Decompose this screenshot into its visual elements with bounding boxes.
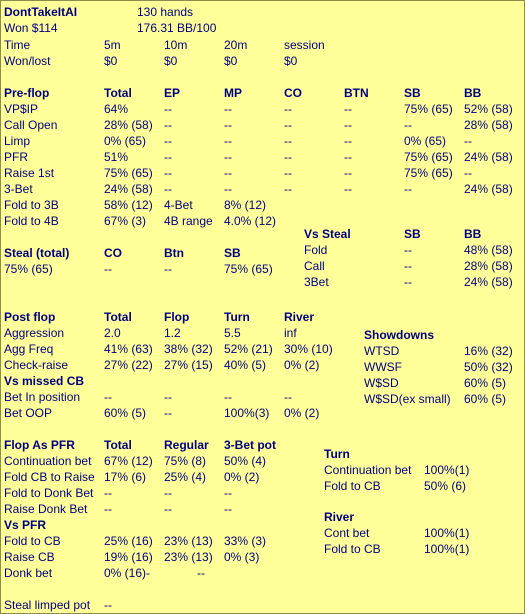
vs-pfr-row-label: Raise CB: [4, 550, 55, 564]
steal-limped-pot-label: Steal limped pot: [4, 598, 91, 612]
turn-row-value: 100%(1): [424, 463, 470, 477]
steal-total-title: Steal (total): [4, 246, 70, 260]
flop-pfr-cell: --: [104, 486, 112, 500]
period-header: 5m: [104, 38, 121, 52]
flop-pfr-cell: 67% (12): [104, 454, 153, 468]
preflop-cell: --: [164, 166, 172, 180]
period-value: $0: [224, 54, 238, 68]
missed-cb-cell: 100%(3): [224, 406, 270, 420]
preflop-col-header: BB: [464, 86, 482, 100]
won-lost-label: Won/lost: [4, 54, 51, 68]
preflop-col-header: MP: [224, 86, 242, 100]
period-value: $0: [284, 54, 298, 68]
postflop-cell: 52% (21): [224, 342, 273, 356]
postflop-col-header: Turn: [224, 310, 250, 324]
vs-steal-row-label: Fold: [304, 243, 328, 257]
vs-missed-cb-title: Vs missed CB: [4, 374, 85, 388]
preflop-cell: 4B range: [164, 214, 213, 228]
preflop-cell: 0% (65): [104, 134, 147, 148]
preflop-cell: --: [284, 166, 292, 180]
postflop-col-header: Total: [104, 310, 132, 324]
preflop-cell: --: [224, 150, 232, 164]
flop-pfr-title: Flop As PFR: [4, 438, 75, 452]
preflop-row-label: Call Open: [4, 118, 58, 132]
preflop-cell: 64%: [104, 102, 129, 116]
preflop-cell: --: [164, 102, 172, 116]
preflop-cell: --: [284, 102, 292, 116]
vs-steal-cell: --: [404, 243, 412, 257]
preflop-cell: --: [344, 102, 352, 116]
postflop-row-label: Check-raise: [4, 358, 69, 372]
steal-cell: --: [164, 262, 172, 276]
preflop-cell: 0% (65): [404, 134, 447, 148]
steal-col-header: SB: [224, 246, 241, 260]
vs-steal-cell: 28% (58): [464, 259, 513, 273]
flop-pfr-cell: --: [164, 502, 172, 516]
preflop-cell: --: [224, 166, 232, 180]
preflop-row-label: Fold to 3B: [4, 198, 59, 212]
showdown-label: WTSD: [364, 344, 400, 358]
preflop-cell: 24% (58): [464, 150, 513, 164]
flop-pfr-row-label: Fold to Donk Bet: [4, 486, 94, 500]
showdown-label: W$SD: [364, 376, 399, 390]
steal-cell: 75% (65): [224, 262, 273, 276]
preflop-col-header: SB: [404, 86, 421, 100]
period-value: $0: [104, 54, 118, 68]
postflop-cell: 38% (32): [164, 342, 213, 356]
preflop-row-label: Fold to 4B: [4, 214, 59, 228]
won-amount: Won $114: [4, 21, 58, 35]
player-name: DontTakeItAI: [4, 5, 78, 19]
preflop-title: Pre-flop: [4, 86, 50, 100]
vs-pfr-title: Vs PFR: [4, 518, 47, 532]
postflop-col-header: River: [284, 310, 315, 324]
period-value: $0: [164, 54, 178, 68]
preflop-row-label: 3-Bet: [4, 182, 33, 196]
flop-pfr-row-label: Fold CB to Raise: [4, 470, 95, 484]
vs-pfr-cell: 23% (13): [164, 550, 213, 564]
turn-row-label: Fold to CB: [324, 479, 381, 493]
vs-steal-cell: 48% (58): [464, 243, 513, 257]
missed-cb-cell: 60% (5): [104, 406, 147, 420]
preflop-cell: --: [224, 118, 232, 132]
showdown-value: 50% (32): [464, 360, 513, 374]
steal-col-header: Btn: [164, 246, 184, 260]
preflop-col-header: Total: [104, 86, 132, 100]
vs-steal-cell: --: [404, 259, 412, 273]
vs-pfr-cell: 19% (16): [104, 550, 153, 564]
period-header: session: [284, 38, 325, 52]
preflop-cell: --: [344, 182, 352, 196]
preflop-cell: --: [404, 182, 412, 196]
missed-cb-row-label: Bet OOP: [4, 406, 53, 420]
preflop-cell: --: [284, 150, 292, 164]
preflop-cell: --: [464, 166, 472, 180]
preflop-cell: 28% (58): [104, 118, 153, 132]
preflop-col-header: BTN: [344, 86, 369, 100]
missed-cb-row-label: Bet In position: [4, 390, 81, 404]
preflop-cell: 75% (65): [404, 102, 453, 116]
steal-cell: --: [104, 262, 112, 276]
vs-steal-col-header: SB: [404, 227, 421, 241]
preflop-cell: 51%: [104, 150, 129, 164]
postflop-cell: 30% (10): [284, 342, 333, 356]
preflop-cell: --: [284, 118, 292, 132]
missed-cb-cell: --: [224, 390, 232, 404]
bb-per-100: 176.31 BB/100: [137, 21, 217, 35]
flop-pfr-col-header: 3-Bet pot: [224, 438, 276, 452]
preflop-cell: 58% (12): [104, 198, 153, 212]
postflop-cell: 2.0: [104, 326, 121, 340]
river-row-value: 100%(1): [424, 542, 470, 556]
preflop-cell: --: [464, 134, 472, 148]
preflop-cell: --: [284, 182, 292, 196]
preflop-cell: --: [344, 150, 352, 164]
vs-pfr-row-label: Fold to CB: [4, 534, 61, 548]
flop-pfr-col-header: Regular: [164, 438, 209, 452]
postflop-cell: 27% (15): [164, 358, 213, 372]
showdown-value: 60% (5): [464, 376, 507, 390]
flop-pfr-cell: --: [224, 502, 232, 516]
postflop-cell: 27% (22): [104, 358, 153, 372]
flop-pfr-cell: --: [224, 486, 232, 500]
preflop-cell: 52% (58): [464, 102, 513, 116]
postflop-row-label: Agg Freq: [4, 342, 54, 356]
preflop-col-header: CO: [284, 86, 302, 100]
preflop-cell: 24% (58): [104, 182, 153, 196]
flop-pfr-col-header: Total: [104, 438, 132, 452]
preflop-cell: --: [224, 134, 232, 148]
preflop-cell: --: [164, 150, 172, 164]
time-label: Time: [4, 38, 31, 52]
steal-col-header: CO: [104, 246, 122, 260]
preflop-cell: 28% (58): [464, 118, 513, 132]
postflop-title: Post flop: [4, 310, 56, 324]
preflop-cell: 4.0% (12): [224, 214, 277, 228]
vs-steal-title: Vs Steal: [304, 227, 351, 241]
vs-pfr-row-label: Donk bet: [4, 566, 53, 580]
river-row-label: Fold to CB: [324, 542, 381, 556]
flop-pfr-cell: --: [104, 502, 112, 516]
preflop-row-label: Raise 1st: [4, 166, 55, 180]
steal-limped-pot-value: --: [104, 598, 112, 612]
vs-steal-row-label: Call: [304, 259, 325, 273]
preflop-cell: --: [344, 118, 352, 132]
showdown-label: W$SD(ex small): [364, 392, 451, 406]
preflop-cell: --: [224, 102, 232, 116]
postflop-col-header: Flop: [164, 310, 190, 324]
vs-pfr-cell: 0% (16)-: [104, 566, 151, 580]
vs-steal-row-label: 3Bet: [304, 275, 329, 289]
vs-steal-col-header: BB: [464, 227, 482, 241]
missed-cb-cell: 0% (2): [284, 406, 320, 420]
missed-cb-cell: --: [164, 406, 172, 420]
preflop-cell: 75% (65): [404, 150, 453, 164]
preflop-cell: --: [344, 134, 352, 148]
missed-cb-cell: --: [284, 390, 292, 404]
preflop-cell: --: [164, 118, 172, 132]
preflop-cell: --: [404, 118, 412, 132]
missed-cb-cell: --: [164, 390, 172, 404]
postflop-cell: 0% (2): [284, 358, 320, 372]
flop-pfr-cell: 17% (6): [104, 470, 147, 484]
preflop-row-label: VP$IP: [4, 102, 39, 116]
preflop-row-label: Limp: [4, 134, 31, 148]
period-header: 10m: [164, 38, 188, 52]
vs-steal-cell: 24% (58): [464, 275, 513, 289]
flop-pfr-row-label: Continuation bet: [4, 454, 92, 468]
preflop-cell: 24% (58): [464, 182, 513, 196]
preflop-cell: 67% (3): [104, 214, 147, 228]
postflop-cell: 40% (5): [224, 358, 267, 372]
turn-row-value: 50% (6): [424, 479, 467, 493]
preflop-cell: 75% (65): [404, 166, 453, 180]
flop-pfr-cell: 75% (8): [164, 454, 207, 468]
vs-pfr-cell: 33% (3): [224, 534, 267, 548]
vs-pfr-cell: 0% (3): [224, 550, 260, 564]
vs-pfr-cell: 23% (13): [164, 534, 213, 548]
vs-pfr-cell: --: [197, 566, 205, 580]
preflop-cell: 4-Bet: [164, 198, 193, 212]
flop-pfr-cell: --: [164, 486, 172, 500]
steal-total-value: 75% (65): [4, 262, 53, 276]
turn-title: Turn: [324, 447, 350, 461]
postflop-cell: inf: [284, 326, 297, 340]
turn-row-label: Continuation bet: [324, 463, 412, 477]
preflop-cell: --: [164, 134, 172, 148]
river-title: River: [324, 510, 355, 524]
preflop-cell: --: [224, 182, 232, 196]
flop-pfr-row-label: Raise Donk Bet: [4, 502, 88, 516]
showdown-value: 60% (5): [464, 392, 507, 406]
river-row-label: Cont bet: [324, 526, 370, 540]
postflop-row-label: Aggression: [4, 326, 65, 340]
preflop-row-label: PFR: [4, 150, 28, 164]
preflop-col-header: EP: [164, 86, 181, 100]
postflop-cell: 41% (63): [104, 342, 153, 356]
showdown-label: WWSF: [364, 360, 402, 374]
preflop-cell: 8% (12): [224, 198, 267, 212]
preflop-cell: --: [344, 166, 352, 180]
showdowns-title: Showdowns: [364, 328, 434, 342]
river-row-value: 100%(1): [424, 526, 470, 540]
vs-pfr-cell: 25% (16): [104, 534, 153, 548]
preflop-cell: 75% (65): [104, 166, 153, 180]
hands-count: 130 hands: [137, 5, 194, 19]
flop-pfr-cell: 25% (4): [164, 470, 207, 484]
vs-steal-cell: --: [404, 275, 412, 289]
showdown-value: 16% (32): [464, 344, 513, 358]
postflop-cell: 5.5: [224, 326, 241, 340]
preflop-cell: --: [164, 182, 172, 196]
preflop-cell: --: [284, 134, 292, 148]
period-header: 20m: [224, 38, 248, 52]
flop-pfr-cell: 50% (4): [224, 454, 267, 468]
missed-cb-cell: --: [104, 390, 112, 404]
flop-pfr-cell: 0% (2): [224, 470, 260, 484]
postflop-cell: 1.2: [164, 326, 181, 340]
